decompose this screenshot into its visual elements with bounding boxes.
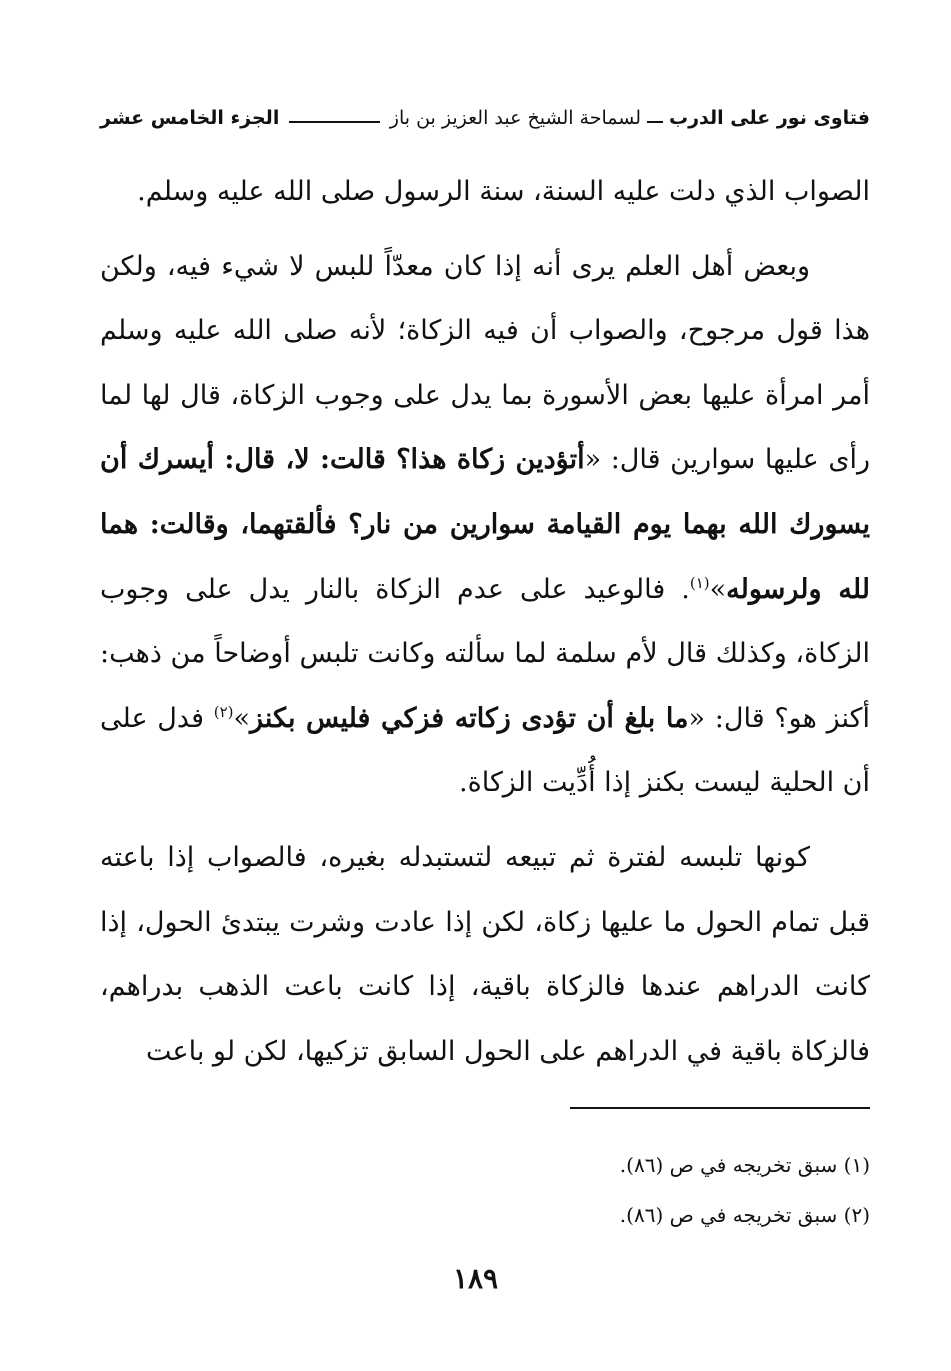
text-run: . فالوعيد على عدم الزكاة بالنار يدل على وجوب الزكاة، وكذلك قال لأم سلمة لما سألته وكانت تلبس أوضاحاً من ذهب: أكنز هو؟ قال: «: [100, 573, 870, 734]
hadith-quote: أتؤدين زكاة هذا؟ قالت: لا، قال: أيسرك أن يسورك الله بهما يوم القيامة سوارين من نار؟ فألقتهما، وقالت: هما لله ولرسوله: [100, 444, 871, 605]
footnote: (٢) سبق تخريجه في ص (٨٦).: [619, 1203, 870, 1227]
running-header: [100, 100, 870, 136]
header-author: لسماحة الشيخ عبد العزيز بن باز: [389, 107, 641, 129]
page-number: ١٨٩: [452, 1262, 499, 1295]
footnotes: [100, 1140, 870, 1240]
footnote-marker: (٢): [213, 702, 234, 721]
header-rule: [289, 121, 379, 123]
text-run: وبعض أهل العلم يرى أنه إذا كان معدّاً للبس لا شيء فيه، ولكن هذا قول مرجوح، والصواب أن فيه الزكاة؛ لأنه صلى الله عليه وسلم أمر امرأة عليها بعض الأسورة بما يدل على وجوب الزكاة، قال لها لما رأى عليها سوارين قال: «: [100, 250, 870, 476]
footnote: (١) سبق تخريجه في ص (٨٦).: [619, 1153, 870, 1177]
text-run: الصواب الذي دلت عليه السنة، سنة الرسول صلى الله عليه وسلم.: [137, 176, 870, 207]
main-text: [100, 160, 870, 1084]
paragraph: [100, 160, 870, 225]
text-run: »: [709, 573, 727, 605]
paragraph: [100, 826, 870, 1084]
footnote-marker: (١): [689, 573, 710, 592]
footnote-divider: [570, 1107, 870, 1109]
hadith-quote: ما بلغ أن تؤدى زكاته فزكي فليس بكنز: [250, 702, 689, 734]
text-run: كونها تلبسه لفترة ثم تبيعه لتستبدله بغيره، فالصواب إذا باعته قبل تمام الحول ما عليها زكاة، لكن إذا عادت وشرت يبتدئ الحول، إذا كانت الدراهم عندها فالزكاة باقية، إذا كانت باعت الذهب بدراهم، فالزكاة باقية في الدراهم على الحول السابق تزكيها، لكن لو باعت: [100, 841, 870, 1067]
text-run: »: [233, 702, 251, 734]
header-part: الجزء الخامس عشر: [100, 107, 280, 129]
header-book-title: فتاوى نور على الدرب: [669, 107, 870, 129]
text-run: فدل على أن الحلية ليست بكنز إذا أُدِّيت الزكاة.: [100, 702, 870, 799]
header-separator: [647, 121, 663, 123]
paragraph: [100, 235, 870, 816]
